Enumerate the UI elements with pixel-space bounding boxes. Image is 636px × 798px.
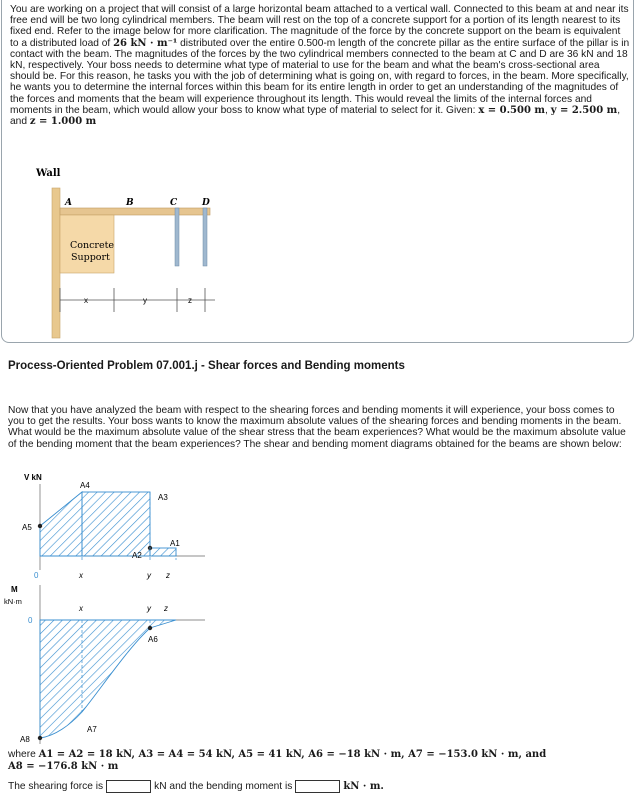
where-prefix: where: [8, 749, 36, 760]
beam: [60, 208, 210, 215]
label-a: A: [65, 198, 72, 208]
area-a4: A4: [80, 481, 90, 490]
support-label-1: Concrete: [70, 240, 115, 251]
shear-point-a5: [38, 524, 42, 528]
distributed-load: 26 kN · m⁻¹: [113, 37, 178, 49]
problem-paragraph: You are working on a project that will consist of a large horizontal beam attached to a vertical wall. Connected to this beam at and near its free end will be two long cylindrical members. The beam will rest on the top of a concrete support for a portion of its length nearest to its fixed end. Refer to the image below for more clarification. The magnitude of the force by the concrete support on the beam is equivalent to a distributed load of: [10, 4, 629, 49]
seg-y-v: y: [147, 571, 151, 580]
shear-region-x: [40, 492, 82, 556]
area-a2: A2: [132, 551, 142, 560]
m-axis-label-1: M: [11, 585, 18, 594]
given-z: z = 1.000 m: [29, 116, 97, 128]
problem-box: [1, 0, 634, 343]
section-title: Process-Oriented Problem 07.001.j - Shear forces and Bending moments: [8, 360, 405, 372]
area-a8: A8: [20, 735, 30, 744]
support-label-2: Support: [71, 252, 110, 263]
shear-prefix: The shearing force is: [8, 781, 104, 792]
area-a3: A3: [158, 493, 168, 502]
given-sep-2: , and: [10, 104, 621, 128]
moment-point-a8: [38, 736, 42, 740]
dim-z-label: z: [188, 296, 192, 305]
label-b: B: [126, 198, 134, 208]
results-text: [8, 749, 628, 772]
seg-z-m: z: [164, 604, 168, 613]
area-a1: A1: [170, 539, 180, 548]
m-axis-label-2: kN·m: [4, 597, 22, 606]
shear-force-input[interactable]: [106, 780, 151, 793]
shear-unit: kN and the bending moment is: [154, 781, 293, 792]
problem-paragraph-cont: distributed over the entire 0.500-m length of the concrete pillar as the entire surface of the pillar is in contact with the beam. The magnitudes of the forces by the two cylindrical members connected to the beam at C and D are 36 kN and 18 kN, respectively. Your boss needs to determine what type of material to use for the beam and what the beam's cross-sectional area should be. For this reason, he tasks you with the job of determining what is going on, with regard to forces, in the beam. More specifically, he wants you to determine the internal forces within this beam for its entire length in order to get an understanding of the magnitudes of the forces and moments that the beam will experience throughout its length. This would reveal the limits of the internal forces and moments in the beam, which would allow your boss to know what type of material to select for it.: [10, 37, 630, 116]
moment-unit: kN · m.: [343, 781, 384, 792]
results-line-1: A1 = A2 = 18 kN, A3 = A4 = 54 kN, A5 = 41 kN, A6 = −18 kN · m, A7 = −153.0 kN · m, and: [38, 749, 547, 760]
shear-moment-diagrams: [0, 470, 230, 750]
bending-moment-input[interactable]: [295, 780, 340, 793]
m-zero-label: 0: [28, 616, 33, 625]
section-intro: Now that you have analyzed the beam with respect to the shearing forces and bending moments it will experience, your boss comes to you to get the results. Your boss wants to know the maximum absolute values of the shearing forces and bending moments in the beam. What would be the maximum absolute value of the shear stress that the beam experiences? What would be the maximum absolute value of the bending moment that the beam experiences? The shear and bending moment diagrams obtained for the beams are shown below:: [8, 405, 626, 450]
seg-z-v: z: [166, 571, 170, 580]
answer-line: [8, 780, 384, 793]
wall: [52, 188, 60, 338]
v-zero-label: 0: [34, 571, 39, 580]
area-a5: A5: [22, 523, 32, 532]
v-axis-label: V kN: [24, 473, 42, 482]
given-sep-1: ,: [545, 104, 548, 116]
area-a7: A7: [87, 725, 97, 734]
seg-x-m: x: [79, 604, 83, 613]
area-a6: A6: [148, 635, 158, 644]
shear-region-y: [82, 492, 150, 556]
dim-y-label: y: [143, 296, 147, 305]
dim-x-label: x: [84, 296, 88, 305]
given-label: Given:: [446, 104, 476, 116]
wall-label: Wall: [36, 168, 61, 179]
results-line-2: A8 = −176.8 kN · m: [8, 760, 119, 772]
given-x: x = 0.500 m: [478, 104, 545, 116]
given-y: y = 2.500 m: [550, 104, 618, 116]
seg-x-v: x: [79, 571, 83, 580]
moment-point-c: [148, 626, 152, 630]
label-c: C: [170, 198, 178, 208]
member-d: [203, 208, 207, 266]
shear-region-z: [150, 548, 176, 556]
problem-statement: [10, 4, 630, 127]
member-c: [175, 208, 179, 266]
seg-y-m: y: [147, 604, 151, 613]
beam-figure: [30, 160, 250, 340]
label-d: D: [202, 198, 210, 208]
